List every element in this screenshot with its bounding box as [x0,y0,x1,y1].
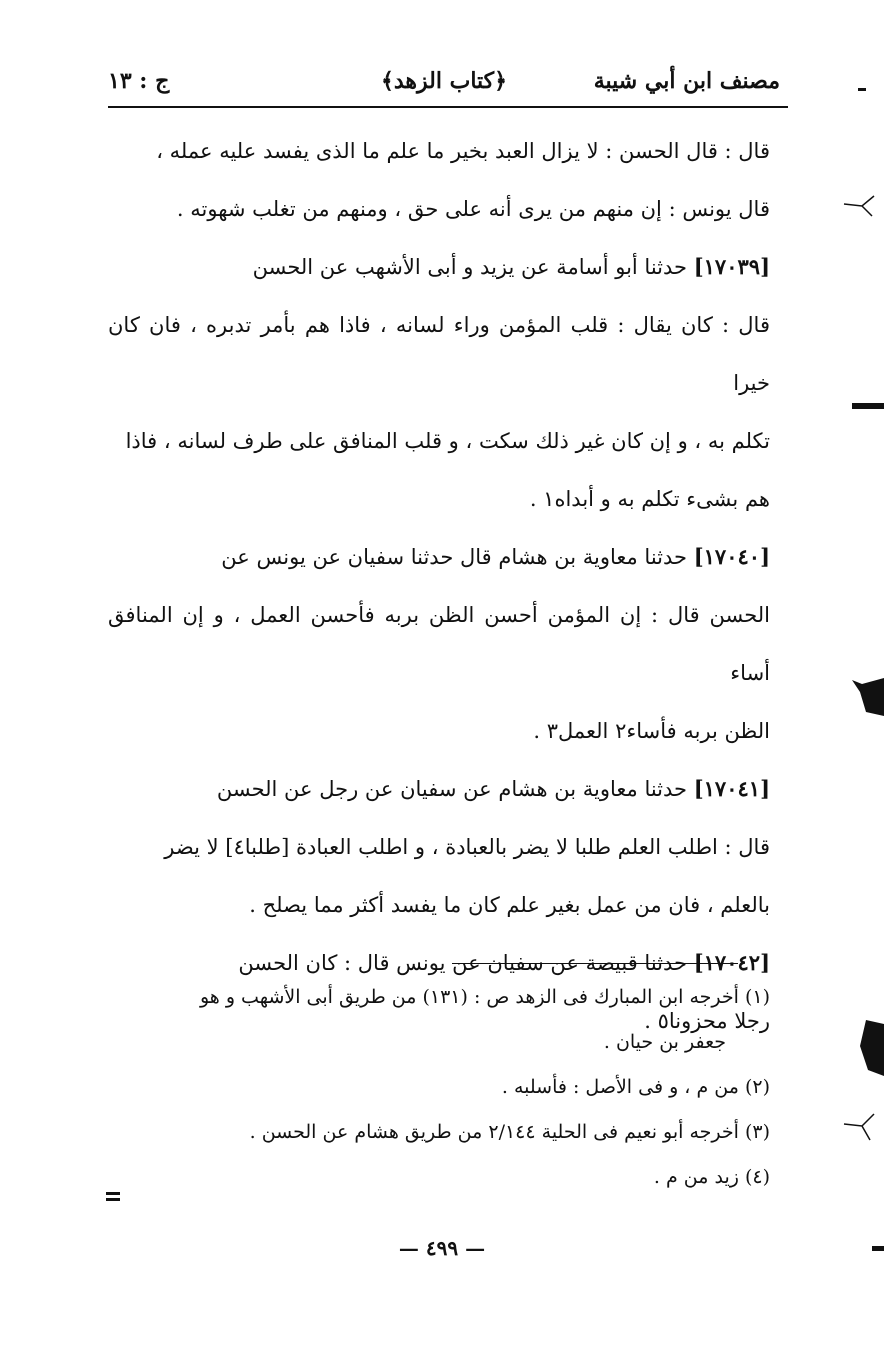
footnote [108,1155,770,1200]
footnote-line: (٣) أخرجه أبو نعيم فى الحلية ٢/١٤٤ من طريق هشام عن الحسن . [249,1121,770,1143]
text-line: حدثنا قبيصة عن سفيان عن يونس قال : كان الحسن [238,951,688,975]
text-line: قال : كان يقال : قلب المؤمن وراء لسانه ، فاذا هم بأمر تدبره ، فان كان خيرا [108,313,770,395]
hadith-entry [108,238,770,528]
text-line: الظن بربه فأساء٢ العمل٣ . [533,719,770,743]
text-line: هم بشىء تكلم به و أبداه١ . [529,487,770,511]
scan-mark [106,1198,120,1201]
footnote-line: (٤) زيد من م . [653,1166,770,1188]
text-line: رجلا محزونا٥ . [644,1009,770,1033]
section-title: ﴿كتاب الزهد﴾ [380,68,508,94]
text-line: حدثنا معاوية بن هشام قال حدثنا سفيان عن يونس عن [221,545,688,569]
footnote-line: (٢) من م ، و فى الأصل : فأسلبه . [501,1076,770,1098]
hadith-entry [108,760,770,934]
text-line: بالعلم ، فان من عمل بغير علم كان ما يفسد أكثر مما يصلح . [249,893,770,917]
scan-mark [842,192,876,218]
hadith-entry [108,528,770,760]
text-line: حدثنا أبو أسامة عن يزيد و أبى الأشهب عن الحسن [252,255,688,279]
text-line: الحسن قال : إن المؤمن أحسن الظن بربه فأحسن العمل ، و إن المنافق أساء [108,603,770,685]
footnotes [108,975,770,1200]
running-header [108,60,780,106]
text-line: قال : اطلب العلم طلبا لا يضر بالعبادة ، و اطلب العبادة [طلبا٤] لا يضر [164,835,770,859]
scan-mark [106,1192,120,1195]
footnote [108,1110,770,1155]
footnote-line: (١) أخرجه ابن المبارك فى الزهد ص : (١٣١) من طريق أبى الأشهب و هو [199,986,770,1008]
text-line: تكلم به ، و إن كان غير ذلك سكت ، و قلب المنافق على طرف لسانه ، فاذا [125,429,770,453]
entry-number: [١٧٠٣٩] [693,254,770,279]
header-rule [108,106,788,108]
book-title: مصنف ابن أبي شيبة [593,68,780,94]
main-text [108,122,770,1050]
footnote [108,1065,770,1110]
page-number: — ٤٩٩ — [398,1236,486,1260]
scan-mark [858,88,866,91]
footnote [108,975,770,1065]
entry-number: [١٧٠٤٢] [693,950,770,975]
paragraph [108,122,770,238]
scan-mark [856,1020,884,1076]
entry-number: [١٧٠٤١] [693,776,770,801]
text-line: حدثنا معاوية بن هشام عن سفيان عن رجل عن الحسن [216,777,688,801]
scan-mark [852,403,884,409]
text-line: قال يونس : إن منهم من يرى أنه على حق ، ومنهم من تغلب شهوته . [176,197,770,221]
volume-number: ج : ١٣ [108,68,170,94]
text-line: قال : قال الحسن : لا يزال العبد بخير ما علم ما الذى يفسد عليه عمله ، [156,139,770,163]
footnote-separator [452,963,738,964]
scan-mark [842,1112,876,1142]
footnote-line: جعفر بن حيان . [603,1031,726,1053]
scan-mark [872,1246,884,1251]
entry-number: [١٧٠٤٠] [693,544,770,569]
scan-mark [848,672,884,716]
